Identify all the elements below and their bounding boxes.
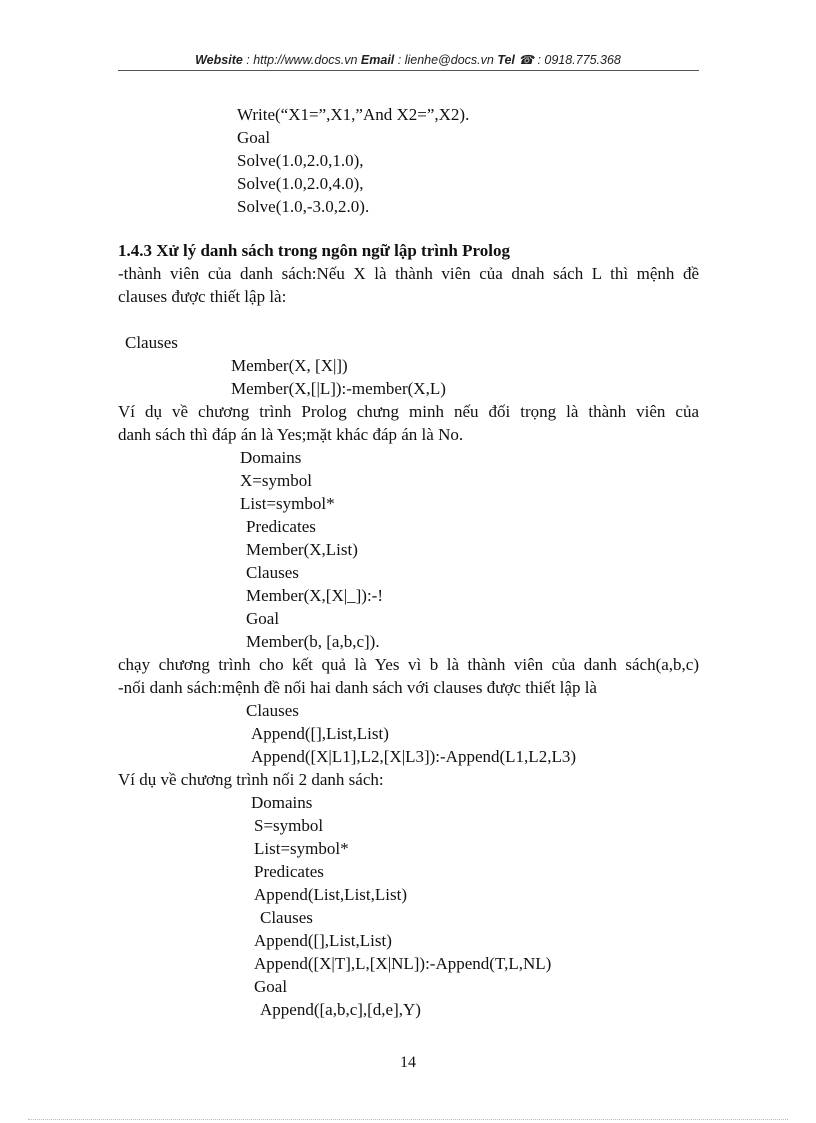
paragraph-line: Ví dụ về chương trình nối 2 danh sách: [118, 770, 384, 789]
header-rule [118, 70, 699, 71]
code-line: Append([a,b,c],[d,e],Y) [260, 1000, 421, 1019]
code-line: Clauses [246, 701, 299, 720]
code-line: Append(List,List,List) [254, 885, 407, 904]
code-line: S=symbol [254, 816, 324, 835]
code-line: Predicates [246, 517, 316, 536]
code-line: Predicates [254, 862, 324, 881]
code-line: Goal [246, 609, 280, 628]
website-value: : http://www.docs.vn [242, 53, 361, 67]
bottom-rule [28, 1119, 788, 1120]
code-line: Write(“X1=”,X1,”And X2=”,X2). [237, 105, 470, 124]
code-line: Clauses [246, 563, 299, 582]
code-line: Member(b, [a,b,c]). [246, 632, 380, 651]
code-line: Member(X,[X|_]):-! [246, 586, 383, 605]
code-line: Append([X|T],L,[X|NL]):-Append(T,L,NL) [254, 954, 552, 973]
paragraph-line: clauses được thiết lập là: [118, 287, 287, 306]
code-line: Append([],List,List) [254, 931, 392, 950]
paragraph-line: -thành viên của danh sách:Nếu X là thành viên của dnah sách L thì mệnh đề [118, 264, 699, 283]
tel-value: : 0918.775.368 [533, 53, 621, 67]
code-line: Domains [240, 448, 302, 467]
tel-label: Tel [497, 53, 515, 67]
code-line: Solve(1.0,2.0,1.0), [237, 151, 364, 170]
code-line: Member(X, [X|]) [231, 356, 348, 375]
code-line: Clauses [260, 908, 313, 927]
code-line: List=symbol* [240, 494, 335, 513]
code-line: Goal [254, 977, 288, 996]
paragraph-line: danh sách thì đáp án là Yes;mặt khác đáp án là No. [118, 425, 464, 444]
code-line: X=symbol [240, 471, 312, 490]
section-heading: 1.4.3 Xử lý danh sách trong ngôn ngữ lập trình Prolog [118, 241, 510, 260]
code-line: Domains [251, 793, 313, 812]
paragraph-line: -nối danh sách:mệnh đề nối hai danh sách với clauses được thiết lập là [118, 678, 597, 697]
code-line: Append([X|L1],L2,[X|L3]):-Append(L1,L2,L3) [251, 747, 576, 766]
paragraph-line: chạy chương trình cho kết quả là Yes vì b là thành viên của danh sách(a,b,c) [118, 655, 699, 674]
email-value: : lienhe@docs.vn [394, 53, 498, 67]
code-line: Goal [237, 128, 271, 147]
phone-icon: ☎ [518, 53, 534, 67]
code-line: Member(X,List) [246, 540, 358, 559]
page-number: 14 [400, 1054, 416, 1071]
code-line: Member(X,[|L]):-member(X,L) [231, 379, 446, 398]
website-label: Website [195, 53, 243, 67]
code-line: Solve(1.0,-3.0,2.0). [237, 197, 370, 216]
code-line: Clauses [125, 333, 178, 352]
code-line: List=symbol* [254, 839, 349, 858]
code-line: Solve(1.0,2.0,4.0), [237, 174, 364, 193]
email-label: Email [360, 53, 395, 67]
code-line: Append([],List,List) [251, 724, 389, 743]
paragraph-line: Ví dụ về chương trình Prolog chưng minh nếu đối trọng là thành viên của [118, 402, 699, 421]
page-header [0, 52, 816, 67]
